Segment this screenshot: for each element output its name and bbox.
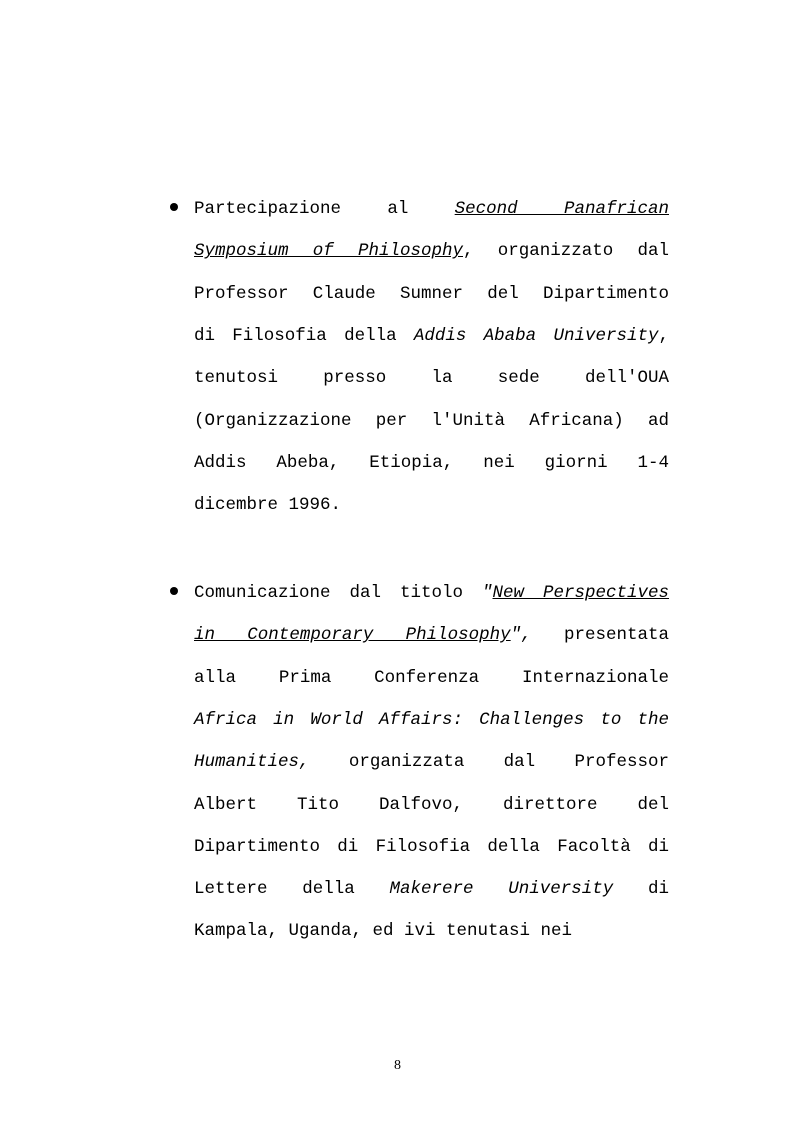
- page-number: 8: [394, 1058, 401, 1073]
- text-line: [194, 239, 669, 263]
- text-segment: Symposium of Philosophy: [194, 241, 464, 262]
- text-segment: al: [341, 199, 455, 219]
- text-segment: Makerere University: [389, 879, 614, 900]
- text-line: [194, 666, 669, 690]
- text-segment: , organizzato dal: [463, 241, 670, 262]
- text-line: [194, 835, 669, 859]
- text-segment: organizzata dal Professor: [309, 752, 669, 773]
- text-line: [194, 197, 669, 221]
- text-segment: Africa in World Affairs: Challenges to the: [194, 709, 669, 730]
- text-segment: Professor Claude Sumner del Dipartimento: [194, 283, 669, 304]
- text-segment: Albert Tito Dalfovo, direttore del: [194, 794, 669, 815]
- text-segment: Lettere della: [194, 879, 390, 900]
- text-segment: Comunicazione dal titolo: [194, 583, 482, 603]
- text-line: [194, 708, 669, 732]
- text-line: [194, 793, 669, 817]
- text-segment: Partecipazione: [194, 199, 342, 219]
- text-line: [194, 409, 669, 433]
- text-segment: Addis Abeba, Etiopia, nei giorni 1-4: [194, 452, 669, 473]
- text-segment: alla Prima Conferenza Internazionale: [194, 667, 669, 688]
- bullet-icon: [170, 203, 178, 211]
- text-segment: di Filosofia della: [194, 325, 414, 346]
- text-segment: di: [613, 879, 669, 900]
- text-segment: ,: [658, 325, 669, 346]
- text-segment: Humanities,: [194, 752, 310, 773]
- text-segment: Addis Ababa University: [413, 325, 659, 346]
- text-segment: presentata: [531, 625, 669, 646]
- text-line: [194, 366, 669, 390]
- text-line: [194, 493, 669, 517]
- text-line: [194, 324, 669, 348]
- text-segment: (Organizzazione per l'Unità Africana) ad: [194, 410, 669, 431]
- text-segment: in Contemporary Philosophy: [194, 625, 511, 646]
- text-segment: tenutosi presso la sede dell'OUA: [194, 368, 669, 389]
- text-line: [194, 750, 669, 774]
- text-segment: Dipartimento di Filosofia della Facoltà di: [194, 836, 669, 857]
- text-segment: Kampala, Uganda, ed ivi tenutasi nei: [194, 921, 573, 942]
- bullet-icon: [170, 587, 178, 595]
- text-segment: New Perspectives: [492, 583, 670, 603]
- text-segment: Second Panafrican: [454, 199, 669, 219]
- text-line: [194, 623, 669, 647]
- text-line: [194, 877, 669, 901]
- text-line: [194, 282, 669, 306]
- text-line: [194, 451, 669, 475]
- text-segment: dicembre 1996.: [194, 495, 342, 516]
- text-line: [194, 581, 669, 605]
- text-segment: ",: [510, 625, 532, 646]
- text-line: [194, 919, 669, 943]
- text-segment: ": [481, 583, 493, 603]
